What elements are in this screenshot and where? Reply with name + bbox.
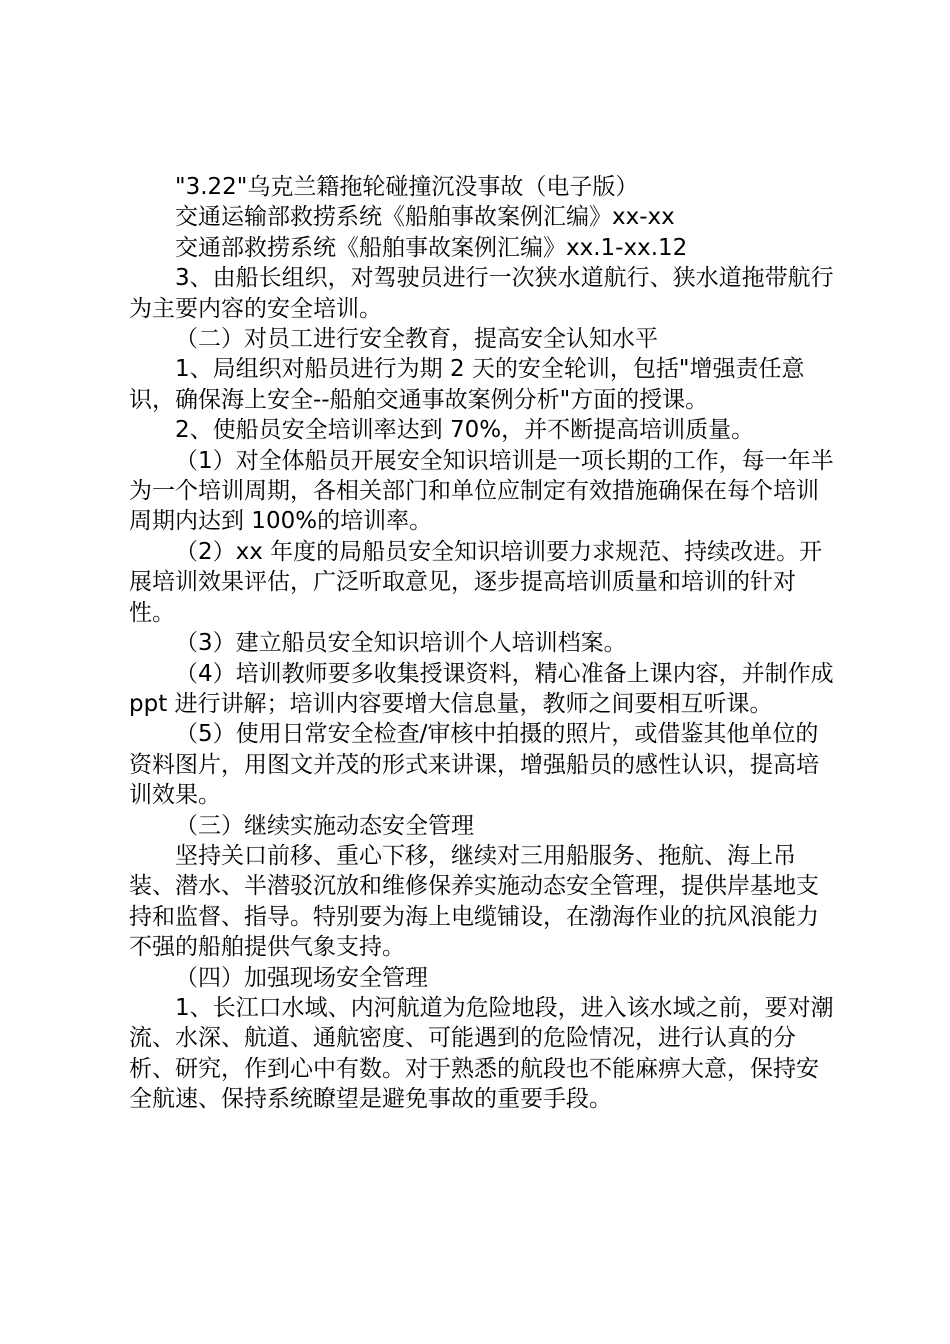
case-reference-3: 交通部救捞系统《船舶事故案例汇编》xx.1-xx.12 <box>175 234 688 261</box>
case-reference-1: "3.22"乌克兰籍拖轮碰撞沉没事故（电子版） <box>175 174 639 200</box>
section-heading-3: （三）继续实施动态安全管理 <box>175 812 474 839</box>
list-item-5: （5）使用日常安全检查/审核中拍摄的照片，或借鉴其他单位的资料图片，用图文并茂的形式来讲课，增强船员的感性认识，提高培训效果。 <box>129 721 819 809</box>
list-item-2: （2）xx 年度的局船员安全知识培训要力求规范、持续改进。开展培训效果评估，广泛听取意见，逐步提高培训质量和培训的针对性。 <box>129 538 823 626</box>
section-heading-2: （二）对员工进行安全教育，提高安全认知水平 <box>175 326 658 353</box>
list-item-1: （1）对全体船员开展安全知识培训是一项长期的工作，每一年半为一个培训周期，各相关部门和单位应制定有效措施确保在每个培训周期内达到 100%的培训率。 <box>129 447 834 535</box>
section-heading-4: （四）加强现场安全管理 <box>175 964 428 991</box>
paragraph-site-safety: 1、长江口水域、内河航道为危险地段，进入该水域之前，要对潮流、水深、航道、通航密度、可能遇到的危险情况，进行认真的分析、研究，作到心中有数。对于熟悉的航段也不能麻痹大意，保持安全航速、保持系统瞭望是避免事故的重要手段。 <box>129 994 834 1113</box>
paragraph-rotation-training: 1、局组织对船员进行为期 2 天的安全轮训，包括"增强责任意识，确保海上安全--船舶交通事故案例分析"方面的授课。 <box>129 356 805 413</box>
paragraph-training-rate: 2、使船员安全培训率达到 70%，并不断提高培训质量。 <box>175 417 755 444</box>
list-item-3: （3）建立船员安全知识培训个人培训档案。 <box>175 630 627 657</box>
paragraph-dynamic-management: 坚持关口前移、重心下移，继续对三用船服务、拖航、海上吊装、潜水、半潜驳沉放和维修保养实施动态安全管理，提供岸基地支持和监督、指导。特别要为海上电缆铺设，在渤海作业的抗风浪能力不强的船舶提供气象支持。 <box>129 842 819 961</box>
case-reference-2: 交通运输部救捞系统《船舶事故案例汇编》xx-xx <box>175 204 675 231</box>
document-body <box>129 172 839 1115</box>
list-item-4: （4）培训教师要多收集授课资料，精心准备上课内容，并制作成 ppt 进行讲解；培训内容要增大信息量，教师之间要相互听课。 <box>129 660 834 717</box>
paragraph-captain-training: 3、由船长组织，对驾驶员进行一次狭水道航行、狭水道拖带航行为主要内容的安全培训。 <box>129 265 834 322</box>
